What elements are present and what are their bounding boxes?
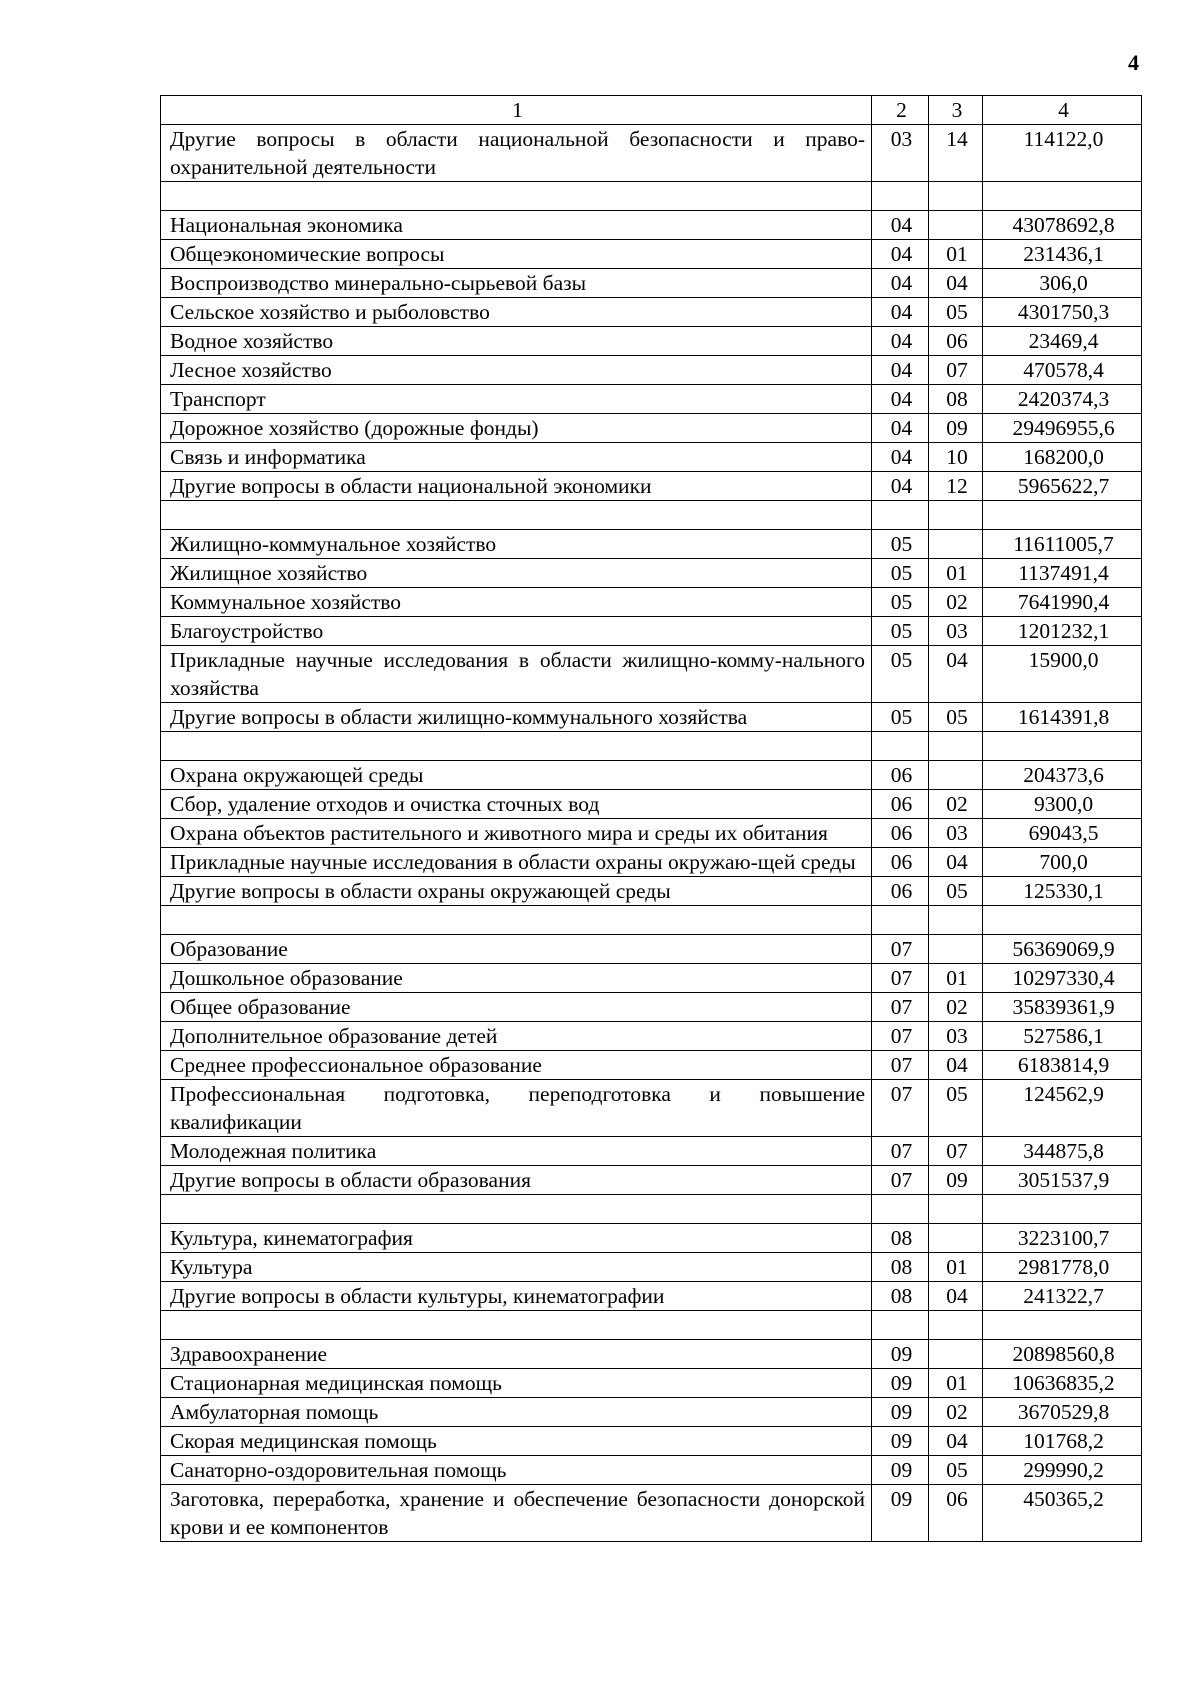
row-subsection-cell: 04 bbox=[929, 1427, 983, 1456]
empty-cell bbox=[929, 182, 983, 211]
row-section-cell: 07 bbox=[872, 993, 929, 1022]
row-subsection-cell: 03 bbox=[929, 617, 983, 646]
row-name-cell: Прикладные научные исследования в области охраны окружаю-щей среды bbox=[161, 848, 872, 877]
row-amount-cell: 3223100,7 bbox=[983, 1224, 1142, 1253]
row-amount-cell: 700,0 bbox=[983, 848, 1142, 877]
row-name-cell: Лесное хозяйство bbox=[161, 356, 872, 385]
table-row bbox=[161, 443, 1142, 472]
row-subsection-cell: 05 bbox=[929, 1456, 983, 1485]
row-subsection-cell: 06 bbox=[929, 1485, 983, 1542]
empty-cell bbox=[983, 501, 1142, 530]
row-section-cell: 05 bbox=[872, 559, 929, 588]
row-name-cell: Заготовка, переработка, хранение и обеспечение безопасности донорской крови и ее компонентов bbox=[161, 1485, 872, 1542]
row-name-cell: Коммунальное хозяйство bbox=[161, 588, 872, 617]
table-row bbox=[161, 1166, 1142, 1195]
row-subsection-cell: 05 bbox=[929, 877, 983, 906]
empty-cell bbox=[872, 501, 929, 530]
row-amount-cell: 527586,1 bbox=[983, 1022, 1142, 1051]
table-row bbox=[161, 414, 1142, 443]
table-row bbox=[161, 877, 1142, 906]
row-amount-cell: 450365,2 bbox=[983, 1485, 1142, 1542]
row-amount-cell: 306,0 bbox=[983, 269, 1142, 298]
spacer-row bbox=[161, 906, 1142, 935]
header-row bbox=[161, 96, 1142, 125]
row-amount-cell: 29496955,6 bbox=[983, 414, 1142, 443]
row-section-cell: 06 bbox=[872, 848, 929, 877]
row-subsection-cell: 04 bbox=[929, 1051, 983, 1080]
row-amount-cell: 56369069,9 bbox=[983, 935, 1142, 964]
row-subsection-cell: 07 bbox=[929, 356, 983, 385]
row-name-cell: Стационарная медицинская помощь bbox=[161, 1369, 872, 1398]
row-subsection-cell bbox=[929, 761, 983, 790]
row-section-cell: 07 bbox=[872, 1080, 929, 1137]
empty-cell bbox=[929, 1195, 983, 1224]
row-section-cell: 04 bbox=[872, 385, 929, 414]
budget-table bbox=[160, 95, 1142, 1542]
row-section-cell: 06 bbox=[872, 761, 929, 790]
row-section-cell: 06 bbox=[872, 819, 929, 848]
row-amount-cell: 3670529,8 bbox=[983, 1398, 1142, 1427]
row-subsection-cell: 01 bbox=[929, 559, 983, 588]
row-section-cell: 09 bbox=[872, 1369, 929, 1398]
row-name-cell: Другие вопросы в области охраны окружающей среды bbox=[161, 877, 872, 906]
row-amount-cell: 3051537,9 bbox=[983, 1166, 1142, 1195]
row-section-cell: 05 bbox=[872, 530, 929, 559]
row-amount-cell: 35839361,9 bbox=[983, 993, 1142, 1022]
table-row bbox=[161, 993, 1142, 1022]
table-row bbox=[161, 1427, 1142, 1456]
row-section-cell: 09 bbox=[872, 1340, 929, 1369]
empty-cell bbox=[161, 1195, 872, 1224]
row-section-cell: 04 bbox=[872, 327, 929, 356]
row-section-cell: 07 bbox=[872, 935, 929, 964]
row-section-cell: 05 bbox=[872, 646, 929, 703]
row-amount-cell: 6183814,9 bbox=[983, 1051, 1142, 1080]
table-row bbox=[161, 935, 1142, 964]
row-section-cell: 08 bbox=[872, 1282, 929, 1311]
row-name-cell: Охрана объектов растительного и животного мира и среды их обитания bbox=[161, 819, 872, 848]
row-name-cell: Другие вопросы в области жилищно-коммунального хозяйства bbox=[161, 703, 872, 732]
row-name-cell: Другие вопросы в области национальной безопасности и право-охранительной деятельности bbox=[161, 125, 872, 182]
row-amount-cell: 125330,1 bbox=[983, 877, 1142, 906]
row-subsection-cell: 03 bbox=[929, 819, 983, 848]
row-amount-cell: 20898560,8 bbox=[983, 1340, 1142, 1369]
table-row bbox=[161, 703, 1142, 732]
row-name-cell: Общее образование bbox=[161, 993, 872, 1022]
table-row bbox=[161, 1485, 1142, 1542]
row-section-cell: 05 bbox=[872, 703, 929, 732]
row-section-cell: 03 bbox=[872, 125, 929, 182]
row-section-cell: 04 bbox=[872, 443, 929, 472]
table-row bbox=[161, 848, 1142, 877]
spacer-row bbox=[161, 732, 1142, 761]
row-section-cell: 08 bbox=[872, 1224, 929, 1253]
empty-cell bbox=[161, 182, 872, 211]
row-name-cell: Амбулаторная помощь bbox=[161, 1398, 872, 1427]
row-section-cell: 07 bbox=[872, 1022, 929, 1051]
empty-cell bbox=[983, 182, 1142, 211]
table-row bbox=[161, 1282, 1142, 1311]
row-amount-cell: 5965622,7 bbox=[983, 472, 1142, 501]
table-row bbox=[161, 588, 1142, 617]
row-name-cell: Транспорт bbox=[161, 385, 872, 414]
row-name-cell: Связь и информатика bbox=[161, 443, 872, 472]
row-name-cell: Жилищно-коммунальное хозяйство bbox=[161, 530, 872, 559]
row-amount-cell: 69043,5 bbox=[983, 819, 1142, 848]
table-row bbox=[161, 1456, 1142, 1485]
row-name-cell: Дорожное хозяйство (дорожные фонды) bbox=[161, 414, 872, 443]
row-amount-cell: 43078692,8 bbox=[983, 211, 1142, 240]
row-name-cell: Другие вопросы в области культуры, кинематографии bbox=[161, 1282, 872, 1311]
empty-cell bbox=[872, 732, 929, 761]
row-name-cell: Здравоохранение bbox=[161, 1340, 872, 1369]
empty-cell bbox=[983, 1195, 1142, 1224]
row-subsection-cell: 04 bbox=[929, 269, 983, 298]
row-subsection-cell: 04 bbox=[929, 1282, 983, 1311]
row-section-cell: 09 bbox=[872, 1456, 929, 1485]
row-amount-cell: 204373,6 bbox=[983, 761, 1142, 790]
table-row bbox=[161, 1369, 1142, 1398]
row-section-cell: 04 bbox=[872, 298, 929, 327]
empty-cell bbox=[983, 732, 1142, 761]
row-name-cell: Жилищное хозяйство bbox=[161, 559, 872, 588]
table-row bbox=[161, 385, 1142, 414]
row-amount-cell: 241322,7 bbox=[983, 1282, 1142, 1311]
row-amount-cell: 344875,8 bbox=[983, 1137, 1142, 1166]
row-name-cell: Среднее профессиональное образование bbox=[161, 1051, 872, 1080]
empty-cell bbox=[872, 906, 929, 935]
table-row bbox=[161, 240, 1142, 269]
row-section-cell: 04 bbox=[872, 356, 929, 385]
table-row bbox=[161, 761, 1142, 790]
table-row bbox=[161, 269, 1142, 298]
table-row bbox=[161, 1224, 1142, 1253]
row-amount-cell: 114122,0 bbox=[983, 125, 1142, 182]
row-amount-cell: 231436,1 bbox=[983, 240, 1142, 269]
row-section-cell: 04 bbox=[872, 414, 929, 443]
row-name-cell: Прикладные научные исследования в области жилищно-комму-нального хозяйства bbox=[161, 646, 872, 703]
row-amount-cell: 4301750,3 bbox=[983, 298, 1142, 327]
row-name-cell: Водное хозяйство bbox=[161, 327, 872, 356]
row-section-cell: 06 bbox=[872, 877, 929, 906]
row-section-cell: 04 bbox=[872, 472, 929, 501]
row-subsection-cell bbox=[929, 1224, 983, 1253]
column-header-subsection: 3 bbox=[929, 96, 983, 125]
row-name-cell: Профессиональная подготовка, переподготовка и повышение квалификации bbox=[161, 1080, 872, 1137]
row-subsection-cell: 09 bbox=[929, 414, 983, 443]
row-amount-cell: 15900,0 bbox=[983, 646, 1142, 703]
row-subsection-cell: 02 bbox=[929, 993, 983, 1022]
row-amount-cell: 2981778,0 bbox=[983, 1253, 1142, 1282]
row-amount-cell: 11611005,7 bbox=[983, 530, 1142, 559]
row-section-cell: 09 bbox=[872, 1485, 929, 1542]
row-subsection-cell: 09 bbox=[929, 1166, 983, 1195]
empty-cell bbox=[929, 906, 983, 935]
row-subsection-cell: 01 bbox=[929, 1253, 983, 1282]
row-section-cell: 04 bbox=[872, 211, 929, 240]
row-name-cell: Охрана окружающей среды bbox=[161, 761, 872, 790]
row-subsection-cell: 02 bbox=[929, 588, 983, 617]
table-row bbox=[161, 617, 1142, 646]
table-row bbox=[161, 356, 1142, 385]
table-row bbox=[161, 327, 1142, 356]
table-row bbox=[161, 1253, 1142, 1282]
row-name-cell: Образование bbox=[161, 935, 872, 964]
empty-cell bbox=[872, 1195, 929, 1224]
row-subsection-cell: 14 bbox=[929, 125, 983, 182]
table-row bbox=[161, 964, 1142, 993]
row-name-cell: Общеэкономические вопросы bbox=[161, 240, 872, 269]
row-section-cell: 04 bbox=[872, 240, 929, 269]
row-subsection-cell bbox=[929, 211, 983, 240]
empty-cell bbox=[161, 1311, 872, 1340]
row-section-cell: 07 bbox=[872, 964, 929, 993]
spacer-row bbox=[161, 501, 1142, 530]
row-amount-cell: 299990,2 bbox=[983, 1456, 1142, 1485]
row-name-cell: Культура bbox=[161, 1253, 872, 1282]
row-section-cell: 08 bbox=[872, 1253, 929, 1282]
empty-cell bbox=[872, 1311, 929, 1340]
row-subsection-cell: 06 bbox=[929, 327, 983, 356]
row-section-cell: 05 bbox=[872, 588, 929, 617]
table-row bbox=[161, 125, 1142, 182]
column-header-name: 1 bbox=[161, 96, 872, 125]
row-subsection-cell: 08 bbox=[929, 385, 983, 414]
row-section-cell: 07 bbox=[872, 1051, 929, 1080]
table-row bbox=[161, 211, 1142, 240]
row-subsection-cell bbox=[929, 1340, 983, 1369]
row-section-cell: 09 bbox=[872, 1398, 929, 1427]
row-subsection-cell: 01 bbox=[929, 1369, 983, 1398]
row-amount-cell: 124562,9 bbox=[983, 1080, 1142, 1137]
row-name-cell: Санаторно-оздоровительная помощь bbox=[161, 1456, 872, 1485]
row-amount-cell: 168200,0 bbox=[983, 443, 1142, 472]
empty-cell bbox=[929, 1311, 983, 1340]
row-amount-cell: 9300,0 bbox=[983, 790, 1142, 819]
table-row bbox=[161, 1137, 1142, 1166]
table-row bbox=[161, 646, 1142, 703]
page-number: 4 bbox=[1128, 50, 1139, 75]
row-amount-cell: 470578,4 bbox=[983, 356, 1142, 385]
row-subsection-cell: 04 bbox=[929, 646, 983, 703]
row-subsection-cell: 05 bbox=[929, 1080, 983, 1137]
row-amount-cell: 23469,4 bbox=[983, 327, 1142, 356]
row-name-cell: Сельское хозяйство и рыболовство bbox=[161, 298, 872, 327]
row-name-cell: Национальная экономика bbox=[161, 211, 872, 240]
row-subsection-cell: 02 bbox=[929, 1398, 983, 1427]
empty-cell bbox=[983, 906, 1142, 935]
table-row bbox=[161, 530, 1142, 559]
table-row bbox=[161, 1340, 1142, 1369]
column-header-amount: 4 bbox=[983, 96, 1142, 125]
row-subsection-cell: 10 bbox=[929, 443, 983, 472]
table-row bbox=[161, 298, 1142, 327]
row-name-cell: Воспроизводство минерально-сырьевой базы bbox=[161, 269, 872, 298]
empty-cell bbox=[983, 1311, 1142, 1340]
table-row bbox=[161, 472, 1142, 501]
table-row bbox=[161, 1051, 1142, 1080]
row-amount-cell: 7641990,4 bbox=[983, 588, 1142, 617]
table-body bbox=[161, 125, 1142, 1542]
row-section-cell: 04 bbox=[872, 269, 929, 298]
row-section-cell: 07 bbox=[872, 1166, 929, 1195]
spacer-row bbox=[161, 1311, 1142, 1340]
row-amount-cell: 1137491,4 bbox=[983, 559, 1142, 588]
row-subsection-cell: 05 bbox=[929, 703, 983, 732]
table-row bbox=[161, 559, 1142, 588]
empty-cell bbox=[161, 906, 872, 935]
empty-cell bbox=[161, 501, 872, 530]
column-header-section: 2 bbox=[872, 96, 929, 125]
spacer-row bbox=[161, 182, 1142, 211]
row-subsection-cell: 04 bbox=[929, 848, 983, 877]
row-subsection-cell: 12 bbox=[929, 472, 983, 501]
row-amount-cell: 10636835,2 bbox=[983, 1369, 1142, 1398]
empty-cell bbox=[929, 501, 983, 530]
table-row bbox=[161, 819, 1142, 848]
row-section-cell: 09 bbox=[872, 1427, 929, 1456]
row-name-cell: Молодежная политика bbox=[161, 1137, 872, 1166]
row-subsection-cell: 01 bbox=[929, 240, 983, 269]
row-name-cell: Дошкольное образование bbox=[161, 964, 872, 993]
row-subsection-cell: 01 bbox=[929, 964, 983, 993]
row-amount-cell: 10297330,4 bbox=[983, 964, 1142, 993]
row-amount-cell: 1614391,8 bbox=[983, 703, 1142, 732]
spacer-row bbox=[161, 1195, 1142, 1224]
row-name-cell: Другие вопросы в области национальной экономики bbox=[161, 472, 872, 501]
row-name-cell: Благоустройство bbox=[161, 617, 872, 646]
row-amount-cell: 101768,2 bbox=[983, 1427, 1142, 1456]
row-amount-cell: 1201232,1 bbox=[983, 617, 1142, 646]
row-name-cell: Культура, кинематография bbox=[161, 1224, 872, 1253]
row-subsection-cell: 02 bbox=[929, 790, 983, 819]
row-subsection-cell bbox=[929, 935, 983, 964]
row-name-cell: Скорая медицинская помощь bbox=[161, 1427, 872, 1456]
row-subsection-cell: 07 bbox=[929, 1137, 983, 1166]
empty-cell bbox=[161, 732, 872, 761]
table-row bbox=[161, 1080, 1142, 1137]
empty-cell bbox=[929, 732, 983, 761]
table-row bbox=[161, 790, 1142, 819]
row-section-cell: 05 bbox=[872, 617, 929, 646]
table-row bbox=[161, 1398, 1142, 1427]
row-subsection-cell: 03 bbox=[929, 1022, 983, 1051]
row-subsection-cell: 05 bbox=[929, 298, 983, 327]
row-name-cell: Дополнительное образование детей bbox=[161, 1022, 872, 1051]
row-subsection-cell bbox=[929, 530, 983, 559]
row-section-cell: 06 bbox=[872, 790, 929, 819]
row-amount-cell: 2420374,3 bbox=[983, 385, 1142, 414]
row-name-cell: Сбор, удаление отходов и очистка сточных вод bbox=[161, 790, 872, 819]
row-section-cell: 07 bbox=[872, 1137, 929, 1166]
empty-cell bbox=[872, 182, 929, 211]
row-name-cell: Другие вопросы в области образования bbox=[161, 1166, 872, 1195]
table-row bbox=[161, 1022, 1142, 1051]
